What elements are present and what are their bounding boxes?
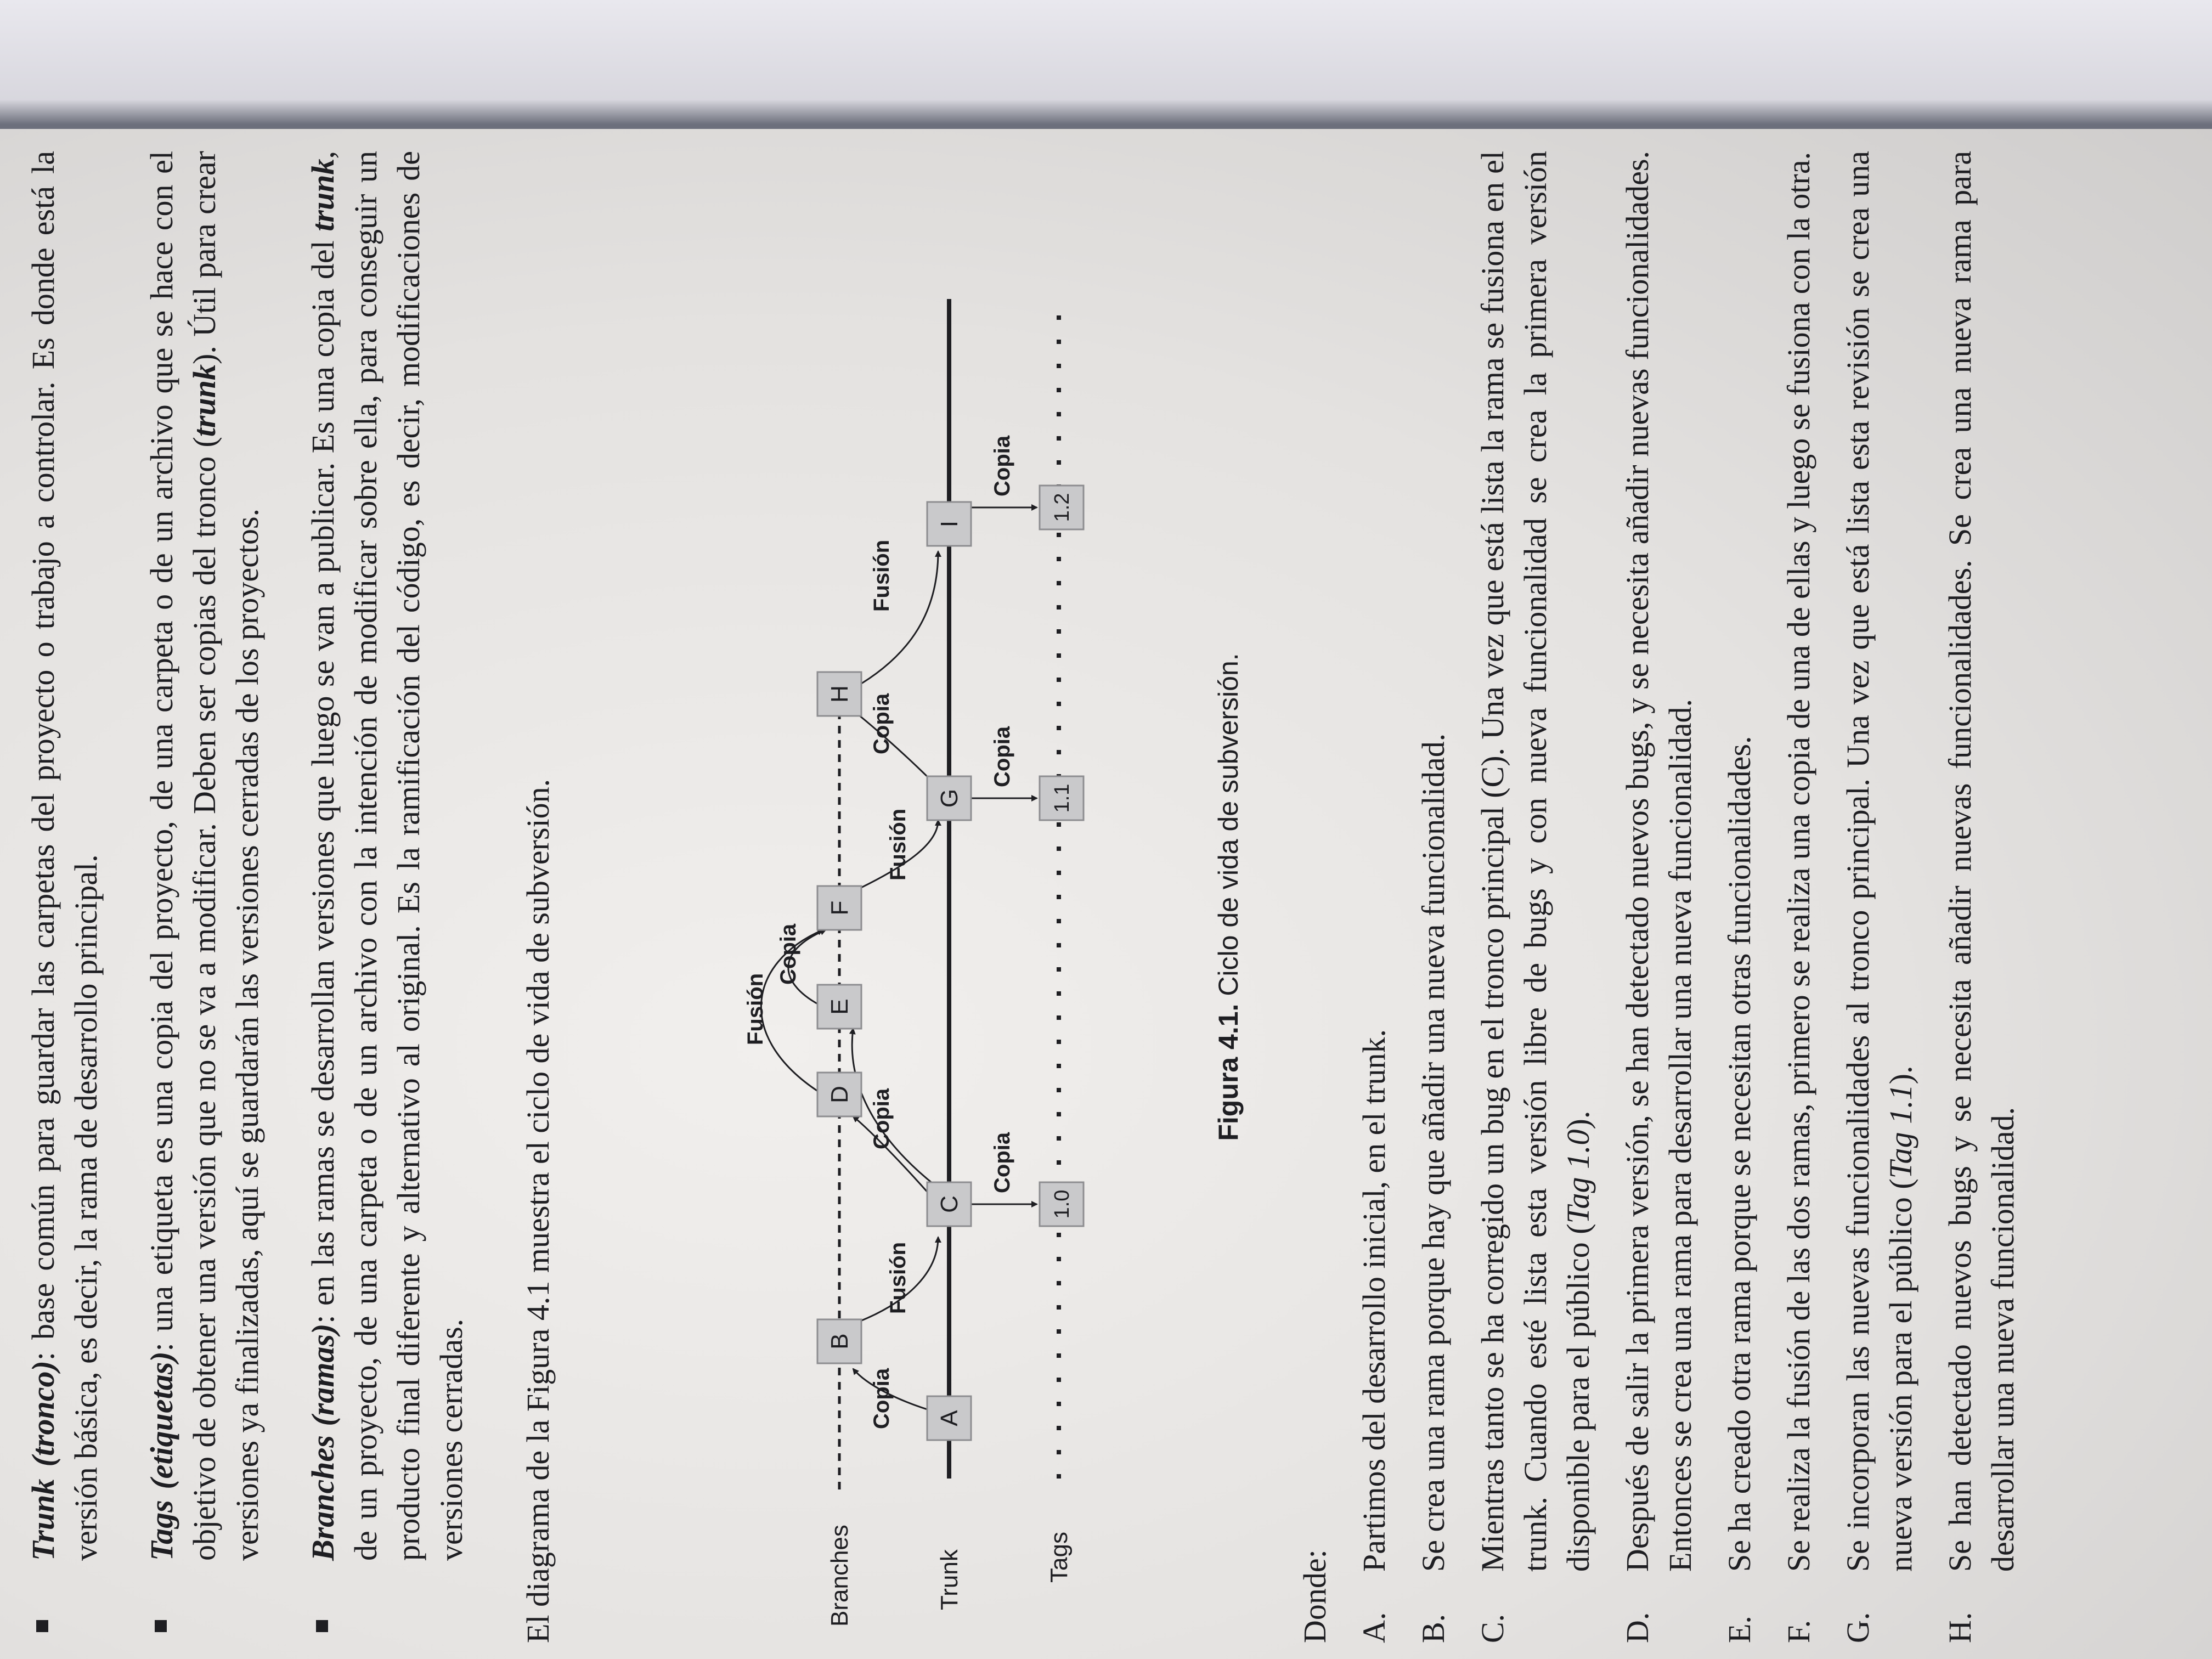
list-text: Partimos del desarrollo inicial, en el trunk. xyxy=(1356,1029,1392,1572)
label-copia: Copia xyxy=(870,1368,894,1429)
list-letter: D. xyxy=(1620,1612,1655,1643)
list-item xyxy=(1837,151,1922,1643)
svn-lifecycle-diagram xyxy=(582,151,1207,1643)
tag-1-0 xyxy=(1040,1182,1084,1226)
bullet-branches xyxy=(302,151,473,1643)
arrow-copia-g-h xyxy=(853,710,938,787)
list-text: Mientras tanto se ha corregido un bug en el tronco principal (C). Una vez que está lista la rama se fusiona en el trunk. Cuando esté lista esta versión libre de bugs y con nueva funcionalidad se crea la primera versión disponible para el público ( xyxy=(1475,151,1596,1572)
arrow-copia-c-e xyxy=(852,1029,938,1188)
svg-text:1.1: 1.1 xyxy=(1051,783,1074,813)
svg-text:F: F xyxy=(826,900,853,916)
list-text: Se ha creado otra rama porque se necesitan otras funcionalidades. xyxy=(1722,736,1757,1572)
label-fusion: Fusión xyxy=(886,1242,910,1314)
list-letter: B. xyxy=(1415,1613,1451,1643)
list-item xyxy=(1718,151,1761,1643)
list-item xyxy=(1471,151,1600,1643)
label-fusion: Fusión xyxy=(743,973,768,1045)
list-letter: F. xyxy=(1781,1620,1816,1643)
list-letter: E. xyxy=(1722,1616,1757,1643)
list-text: ). xyxy=(1883,1065,1918,1085)
diagram-svg xyxy=(582,151,1207,1643)
svg-text:C: C xyxy=(936,1195,963,1213)
arrow-copia-a-b xyxy=(853,1369,938,1413)
label-copia: Copia xyxy=(776,923,800,985)
list-letter: C. xyxy=(1475,1613,1510,1643)
tag-reference: Tag 1.1 xyxy=(1883,1084,1918,1179)
list-item xyxy=(1778,151,1820,1643)
node-g xyxy=(927,776,971,820)
bullet-trunk xyxy=(22,151,108,1643)
tag-reference: Tag 1.0 xyxy=(1560,1129,1596,1224)
list-text: Se han detectado nuevos bugs y se necesita añadir nuevas funcionalidades. Se crea una nueva rama para desarrollar una nueva funcionalidad. xyxy=(1942,151,2021,1572)
svg-text:G: G xyxy=(936,788,963,808)
bullet-tags xyxy=(140,151,269,1643)
label-copia: Copia xyxy=(990,435,1014,496)
label-copia: Copia xyxy=(870,1088,894,1149)
label-copia: Copia xyxy=(870,693,894,754)
svg-text:B: B xyxy=(826,1333,853,1350)
page-content xyxy=(22,151,2162,1643)
node-f xyxy=(817,886,861,930)
tag-1-2 xyxy=(1040,486,1084,529)
svg-text:I: I xyxy=(936,520,963,528)
svg-text:A: A xyxy=(936,1410,963,1426)
bullet-square-icon xyxy=(316,1620,328,1632)
label-copia: Copia xyxy=(990,1132,1014,1193)
row-label-tags: Tags xyxy=(1046,1532,1073,1583)
figure-caption xyxy=(1212,151,1244,1643)
bullet-square-icon xyxy=(155,1620,167,1632)
svg-text:H: H xyxy=(826,685,853,703)
where-heading: Donde: xyxy=(1297,1549,1333,1643)
bullet-text: : base común para guardar las carpetas del proyecto o trabajo a controlar. Es donde está la versión básica, es decir, la rama de desarrollo principal. xyxy=(25,151,104,1561)
tag-1-1 xyxy=(1040,776,1084,820)
list-item xyxy=(1353,151,1396,1643)
list-item xyxy=(1616,151,1702,1643)
list-letter: A. xyxy=(1356,1612,1392,1643)
label-copia: Copia xyxy=(990,726,1014,787)
arrow-copia-c-d xyxy=(853,1116,938,1204)
bullet-square-icon xyxy=(36,1620,48,1632)
node-e xyxy=(817,985,861,1029)
list-letter: G. xyxy=(1840,1612,1876,1643)
list-text: Se realiza la fusión de las dos ramas, primero se realiza una copia de una de ellas y luego se fusiona con la otra. xyxy=(1781,151,1816,1572)
node-a xyxy=(927,1396,971,1440)
list-text: Se incorporan las nuevas funcionalidades al tronco principal. Una vez que está lista esta revisión se crea una nueva versión para el público ( xyxy=(1840,151,1918,1572)
svg-text:D: D xyxy=(826,1086,853,1103)
bullet-text: : una etiqueta es una copia del proyecto, de una carpeta o de un archivo que se hace con el objetivo de obtener una versión que no se va a modificar. Deben ser copias del tronco ( xyxy=(144,151,222,1561)
row-label-branches: Branches xyxy=(826,1525,853,1627)
list-text: Después de salir la primera versión, se han detectado nuevos bugs, y se necesita añadir nuevas funcionalidades. Entonces se crea una rama para desarrollar una nueva funcionalidad. xyxy=(1620,151,1698,1572)
node-b xyxy=(817,1319,861,1363)
term-tags: Tags (etiquetas) xyxy=(144,1351,179,1561)
list-text: Se crea una rama porque hay que añadir una nueva funcionalidad. xyxy=(1415,733,1451,1572)
term-trunk: Trunk (tronco) xyxy=(25,1361,61,1561)
label-fusion: Fusión xyxy=(870,539,894,612)
term-inline: trunk xyxy=(305,159,341,232)
svg-text:1.2: 1.2 xyxy=(1051,493,1074,522)
bullet-text: , de un proyecto, de una carpeta o de un archivo con la intención de modificar sobre ella, para conseguir un producto final diferente y alternativo al original. Es la ramificación del código, es decir, modificaciones de versiones cerradas. xyxy=(305,150,469,1561)
list-item xyxy=(1939,151,2024,1643)
term-inline: trunk xyxy=(187,364,222,437)
term-branches: Branches (ramas) xyxy=(305,1323,341,1561)
node-i xyxy=(927,502,971,546)
list-letter: H. xyxy=(1942,1612,1978,1643)
caption-label: Figura 4.1. xyxy=(1213,1003,1244,1141)
node-d xyxy=(817,1073,861,1116)
list-item xyxy=(1412,151,1455,1643)
svg-text:1.0: 1.0 xyxy=(1051,1189,1074,1219)
arrow-fusion-h-i xyxy=(853,551,938,689)
list-text: ). xyxy=(1560,1110,1596,1130)
caption-text: Ciclo de vida de subversión. xyxy=(1213,653,1244,1004)
node-h xyxy=(817,672,861,716)
node-c xyxy=(927,1182,971,1226)
label-fusion: Fusión xyxy=(886,808,910,881)
book-page xyxy=(0,129,2212,1659)
svg-text:E: E xyxy=(826,998,853,1015)
row-label-trunk: Trunk xyxy=(936,1549,963,1610)
bullet-text: : en las ramas se desarrollan versiones que luego se van a publicar. Es una copia del xyxy=(305,231,341,1324)
intro-paragraph: El diagrama de la Figura 4.1 muestra el ciclo de vida de subversión. xyxy=(520,778,556,1643)
bullet-text: ). Útil para crear versiones ya finalizadas, aquí se guardarán las versiones cerradas de los proyectos. xyxy=(187,151,265,1561)
